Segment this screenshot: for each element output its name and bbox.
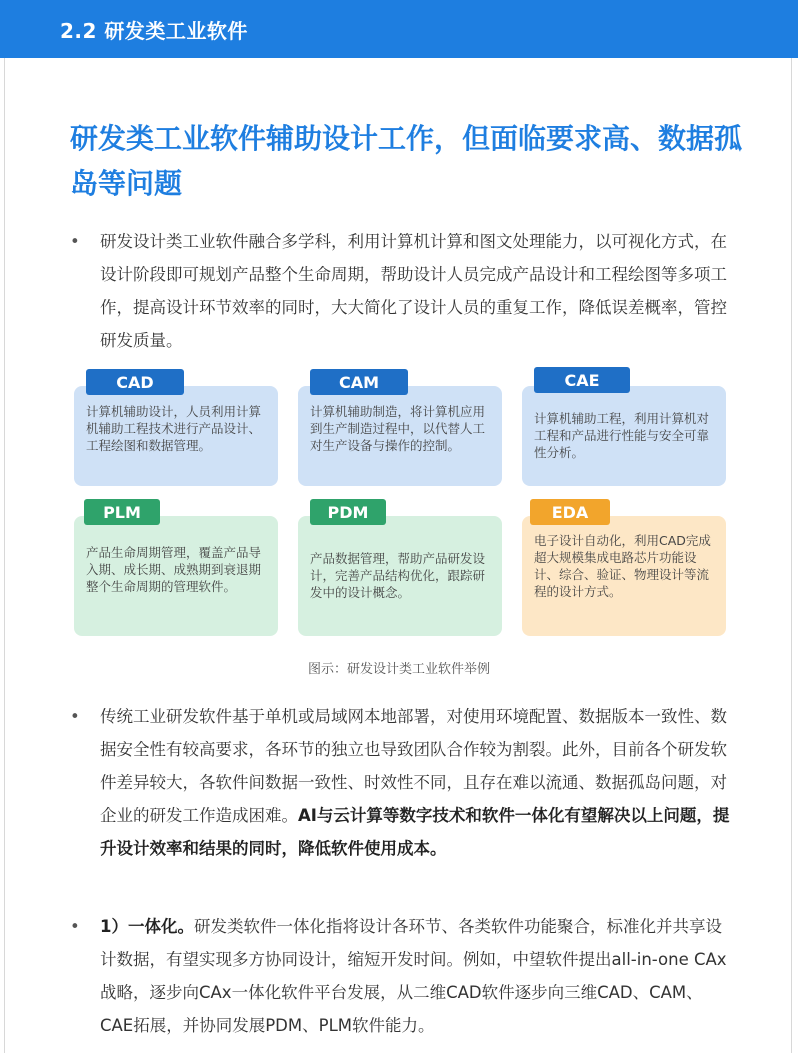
bullet-dot: • <box>70 707 80 726</box>
card-cam-text: 计算机辅助制造，将计算机应用到生产制造过程中，以代替人工对生产设备与操作的控制。 <box>310 404 486 453</box>
card-plm <box>74 516 278 636</box>
bullet-text: 研发设计类工业软件融合多学科，利用计算机计算和图文处理能力，以可视化方式，在设计阶段即可规划产品整个生命周期，帮助设计人员完成产品设计和工程绘图等多项工作，提高设计环节效率的同时，大大简化了设计人员的重复工作，降低误差概率，管控研发质量。 <box>100 232 727 350</box>
bullet-dot: • <box>70 917 80 936</box>
page-title: 研发类工业软件辅助设计工作，但面临要求高、数据孤岛等问题 <box>70 122 743 200</box>
card-cam <box>298 386 502 486</box>
bullet-bold-text: 1）一体化。 <box>100 917 194 936</box>
figure-caption: 图示：研发设计类工业软件举例 <box>307 662 490 677</box>
card-eda-text: 电子设计自动化，利用CAD完成超大规模集成电路芯片功能设计、综合、验证、物理设计等流程的设计方式。 <box>534 533 711 599</box>
card-cad <box>74 386 278 486</box>
card-pdm-text: 产品数据管理，帮助产品研发设计，完善产品结构优化，跟踪研发中的设计概念。 <box>310 551 486 600</box>
card-eda-label: EDA <box>530 499 610 525</box>
card-cad-text: 计算机辅助设计，人员利用计算机辅助工程技术进行产品设计、工程绘图和数据管理。 <box>86 404 262 453</box>
bullet-dot: • <box>70 232 80 251</box>
card-cae-text: 计算机辅助工程，利用计算机对工程和产品进行性能与安全可靠性分析。 <box>534 411 710 460</box>
bullet-paragraph-1 <box>70 225 730 357</box>
header-bar <box>0 0 798 58</box>
bullet-plain-text: 传统工业研发软件基于单机或局域网本地部署，对使用环境配置、数据版本一致性、数据安全性有较高要求，各环节的独立也导致团队合作较为割裂。此外，目前各个研发软件差异较大，各软件间数据一致性、时效性不同，且存在难以流通、数据孤岛问题，对企业的研发工作造成困难。 <box>100 707 727 825</box>
card-cae-label: CAE <box>534 367 630 393</box>
card-cad-label: CAD <box>86 369 184 395</box>
card-cae <box>522 386 726 486</box>
bullet-bold-text: AI与云计算等数字技术和软件一体化有望解决以上问题，提升设计效率和结果的同时，降低软件使用成本。 <box>100 806 730 858</box>
bullet-text <box>100 700 730 865</box>
bullet-plain-text: 研发类软件一体化指将设计各环节、各类软件功能聚合，标准化并共享设计数据，有望实现多方协同设计，缩短开发时间。例如，中望软件提出all-in-one CAx战略，逐步向CAx一体化软件平台发展，从二维CAD软件逐步向三维CAD、CAM、CAE拓展，并协同发展PDM、PLM软件能力。 <box>100 917 727 1035</box>
card-plm-label: PLM <box>84 499 160 525</box>
bullet-text <box>100 910 730 1042</box>
section-title: 2.2 研发类工业软件 <box>60 18 248 43</box>
card-pdm-label: PDM <box>310 499 386 525</box>
card-eda <box>522 516 726 636</box>
card-cam-label: CAM <box>310 369 408 395</box>
bullet-paragraph-2 <box>70 700 730 865</box>
card-pdm <box>298 516 502 636</box>
bullet-paragraph-3 <box>70 910 730 1042</box>
card-plm-text: 产品生命周期管理，覆盖产品导入期、成长期、成熟期到衰退期整个生命周期的管理软件。 <box>86 545 262 594</box>
